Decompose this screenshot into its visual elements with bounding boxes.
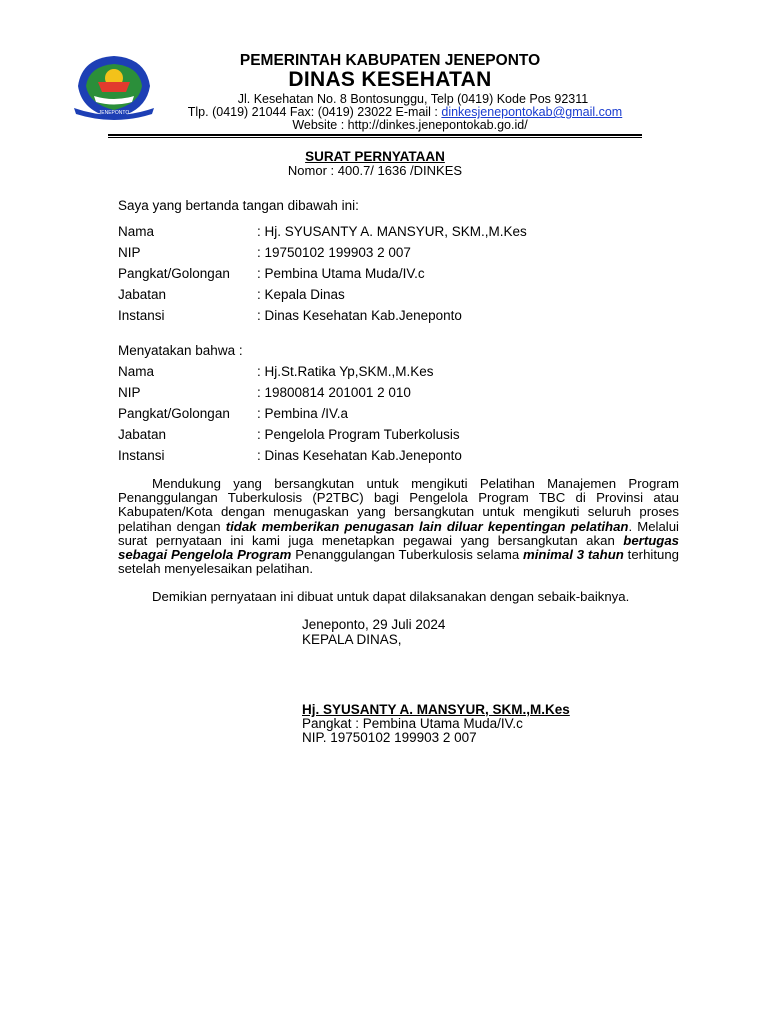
closing-paragraph: Demikian pernyataan ini dibuat untuk dapat dilaksanakan dengan sebaik-baiknya. (152, 589, 630, 604)
body-text: terhitung setelah menyelesaikan pelatihan. (118, 547, 680, 577)
field-label: Instansi (118, 308, 165, 323)
letter-title: SURAT PERNYATAAN (305, 149, 445, 164)
department-name: DINAS KESEHATAN (288, 68, 492, 91)
field-label: NIP (118, 245, 141, 260)
body-emphasis: minimal 3 tahun (523, 547, 624, 563)
body-text: . Melalui surat pernyataan ini kami juga menetapkan pegawai yang bersangkutan akan (118, 518, 679, 548)
logo-ribbon-text: JENEPONTO (98, 110, 130, 116)
email-link[interactable]: dinkesjenepontokab@gmail.com (441, 105, 623, 119)
intro-text: Saya yang bertanda tangan dibawah ini: (118, 198, 359, 213)
field-value: : 19750102 199903 2 007 (257, 245, 411, 260)
website-line: Website : http://dinkes.jenepontokab.go.id/ (292, 118, 528, 132)
field-label: Pangkat/Golongan (118, 266, 230, 281)
field-value: : Pengelola Program Tuberkolusis (257, 427, 460, 442)
field-label: Nama (118, 364, 155, 379)
body-text: Mendukung yang bersangkutan untuk mengikuti Pelatihan Manajemen Program Penanggulangan Tuberkulosis (P2TBC) bagi Pengelola Program TBC di Provinsi atau Kabupaten/Kota dengan menugaskan yang bersangkutan untuk mengikuti seluruh proses pelatihan dengan (118, 476, 679, 534)
field-value: : Dinas Kesehatan Kab.Jeneponto (257, 308, 462, 323)
address-line: Jl. Kesehatan No. 8 Bontosunggu, Telp (0419) Kode Pos 92311 (237, 92, 589, 106)
body-emphasis: tidak memberikan penugasan lain diluar kepentingan pelatihan (225, 518, 629, 534)
field-label: Nama (118, 224, 155, 239)
field-label: Jabatan (118, 287, 167, 302)
field-value: : Pembina /IV.a (257, 406, 349, 421)
field-value: : Pembina Utama Muda/IV.c (257, 266, 425, 281)
signer-position: KEPALA DINAS, (302, 632, 402, 647)
signer-name: Hj. SYUSANTY A. MANSYUR, SKM.,M.Kes (302, 702, 570, 717)
body-text: Penanggulangan Tuberkulosis selama (291, 547, 524, 563)
header-divider-thin (108, 137, 642, 138)
statement-intro: Menyatakan bahwa : (118, 343, 243, 358)
place-date: Jeneponto, 29 Juli 2024 (302, 617, 446, 632)
field-label: NIP (118, 385, 141, 400)
body-emphasis: bertugas sebagai Pengelola Program (118, 532, 679, 563)
field-label: Jabatan (118, 427, 167, 442)
government-name: PEMERINTAH KABUPATEN JENEPONTO (239, 52, 541, 69)
field-value: : Kepala Dinas (257, 287, 345, 302)
signer-nip: NIP. 19750102 199903 2 007 (302, 730, 477, 745)
field-value: : Dinas Kesehatan Kab.Jeneponto (257, 448, 462, 463)
field-value: : Hj.St.Ratika Yp,SKM.,M.Kes (257, 364, 434, 379)
signer-rank: Pangkat : Pembina Utama Muda/IV.c (302, 716, 523, 731)
field-label: Instansi (118, 448, 165, 463)
field-value: : Hj. SYUSANTY A. MANSYUR, SKM.,M.Kes (257, 224, 527, 239)
field-label: Pangkat/Golongan (118, 406, 230, 421)
contact-numbers: Tlp. (0419) 21044 Fax: (0419) 23022 E-mail : (187, 105, 442, 119)
body-paragraph (118, 477, 679, 576)
header-divider-thick (108, 134, 642, 136)
letter-number: Nomor : 400.7/ 1636 /DINKES (287, 163, 463, 178)
contact-line (160, 105, 650, 119)
field-value: : 19800814 201001 2 010 (257, 385, 411, 400)
